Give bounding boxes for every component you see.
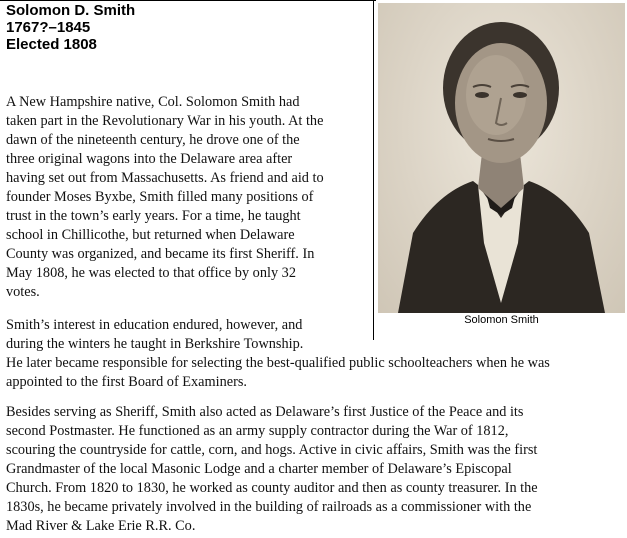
top-border [0, 0, 376, 1]
bio-header [6, 2, 135, 53]
text-line: school in Chillicothe, but returned when Delaware [6, 227, 295, 243]
text-line: during the winters he taught in Berkshire Township. [6, 336, 304, 352]
photo-caption: Solomon Smith [464, 314, 539, 326]
text-line: trust in the town’s early years. For a time, he taught [6, 208, 301, 224]
text-line: dawn of the nineteenth century, he drove one of the [6, 132, 300, 148]
text-line: taken part in the Revolutionary War in his youth. At the [6, 113, 324, 129]
election-year: Elected 1808 [6, 36, 97, 53]
text-line: second Postmaster. He functioned as an army supply contractor during the War of 1812, [6, 423, 509, 439]
text-line: having set out from Massachusetts. As friend and aid to [6, 170, 324, 186]
paragraph-3 [6, 403, 622, 536]
text-line: He later became responsible for selecting the best-qualified public schoolteachers when he was [6, 355, 550, 371]
text-line: votes. [6, 284, 40, 300]
text-line: founder Moses Byxbe, Smith filled many positions of [6, 189, 314, 205]
text-line: scouring the countryside for cattle, corn, and hogs. Active in civic affairs, Smith was the first [6, 442, 538, 458]
paragraph-1 [6, 93, 368, 302]
column-divider [373, 0, 374, 340]
paragraph-2 [6, 316, 622, 392]
life-dates: 1767?–1845 [6, 19, 91, 36]
text-line: 1830s, he became privately involved in the building of railroads as a commissioner with the [6, 499, 532, 515]
text-line: A New Hampshire native, Col. Solomon Smith had [6, 94, 300, 110]
text-line: Smith’s interest in education endured, however, and [6, 317, 303, 333]
text-line: Besides serving as Sheriff, Smith also acted as Delaware’s first Justice of the Peace and its [6, 404, 524, 420]
text-line: Grandmaster of the local Masonic Lodge and a charter member of Delaware’s Episcopal [6, 461, 512, 477]
text-line: Church. From 1820 to 1830, he worked as county auditor and then as county treasurer. In the [6, 480, 538, 496]
portrait-photo [378, 3, 625, 313]
text-line: three original wagons into the Delaware area after [6, 151, 293, 167]
person-name: Solomon D. Smith [6, 2, 136, 19]
text-line: County was organized, and became its first Sheriff. In [6, 246, 315, 262]
portrait-illustration [378, 3, 625, 313]
text-line: Mad River & Lake Erie R.R. Co. [6, 518, 196, 534]
text-line: May 1808, he was elected to that office by only 32 [6, 265, 296, 281]
text-line: appointed to the first Board of Examiners. [6, 374, 248, 390]
